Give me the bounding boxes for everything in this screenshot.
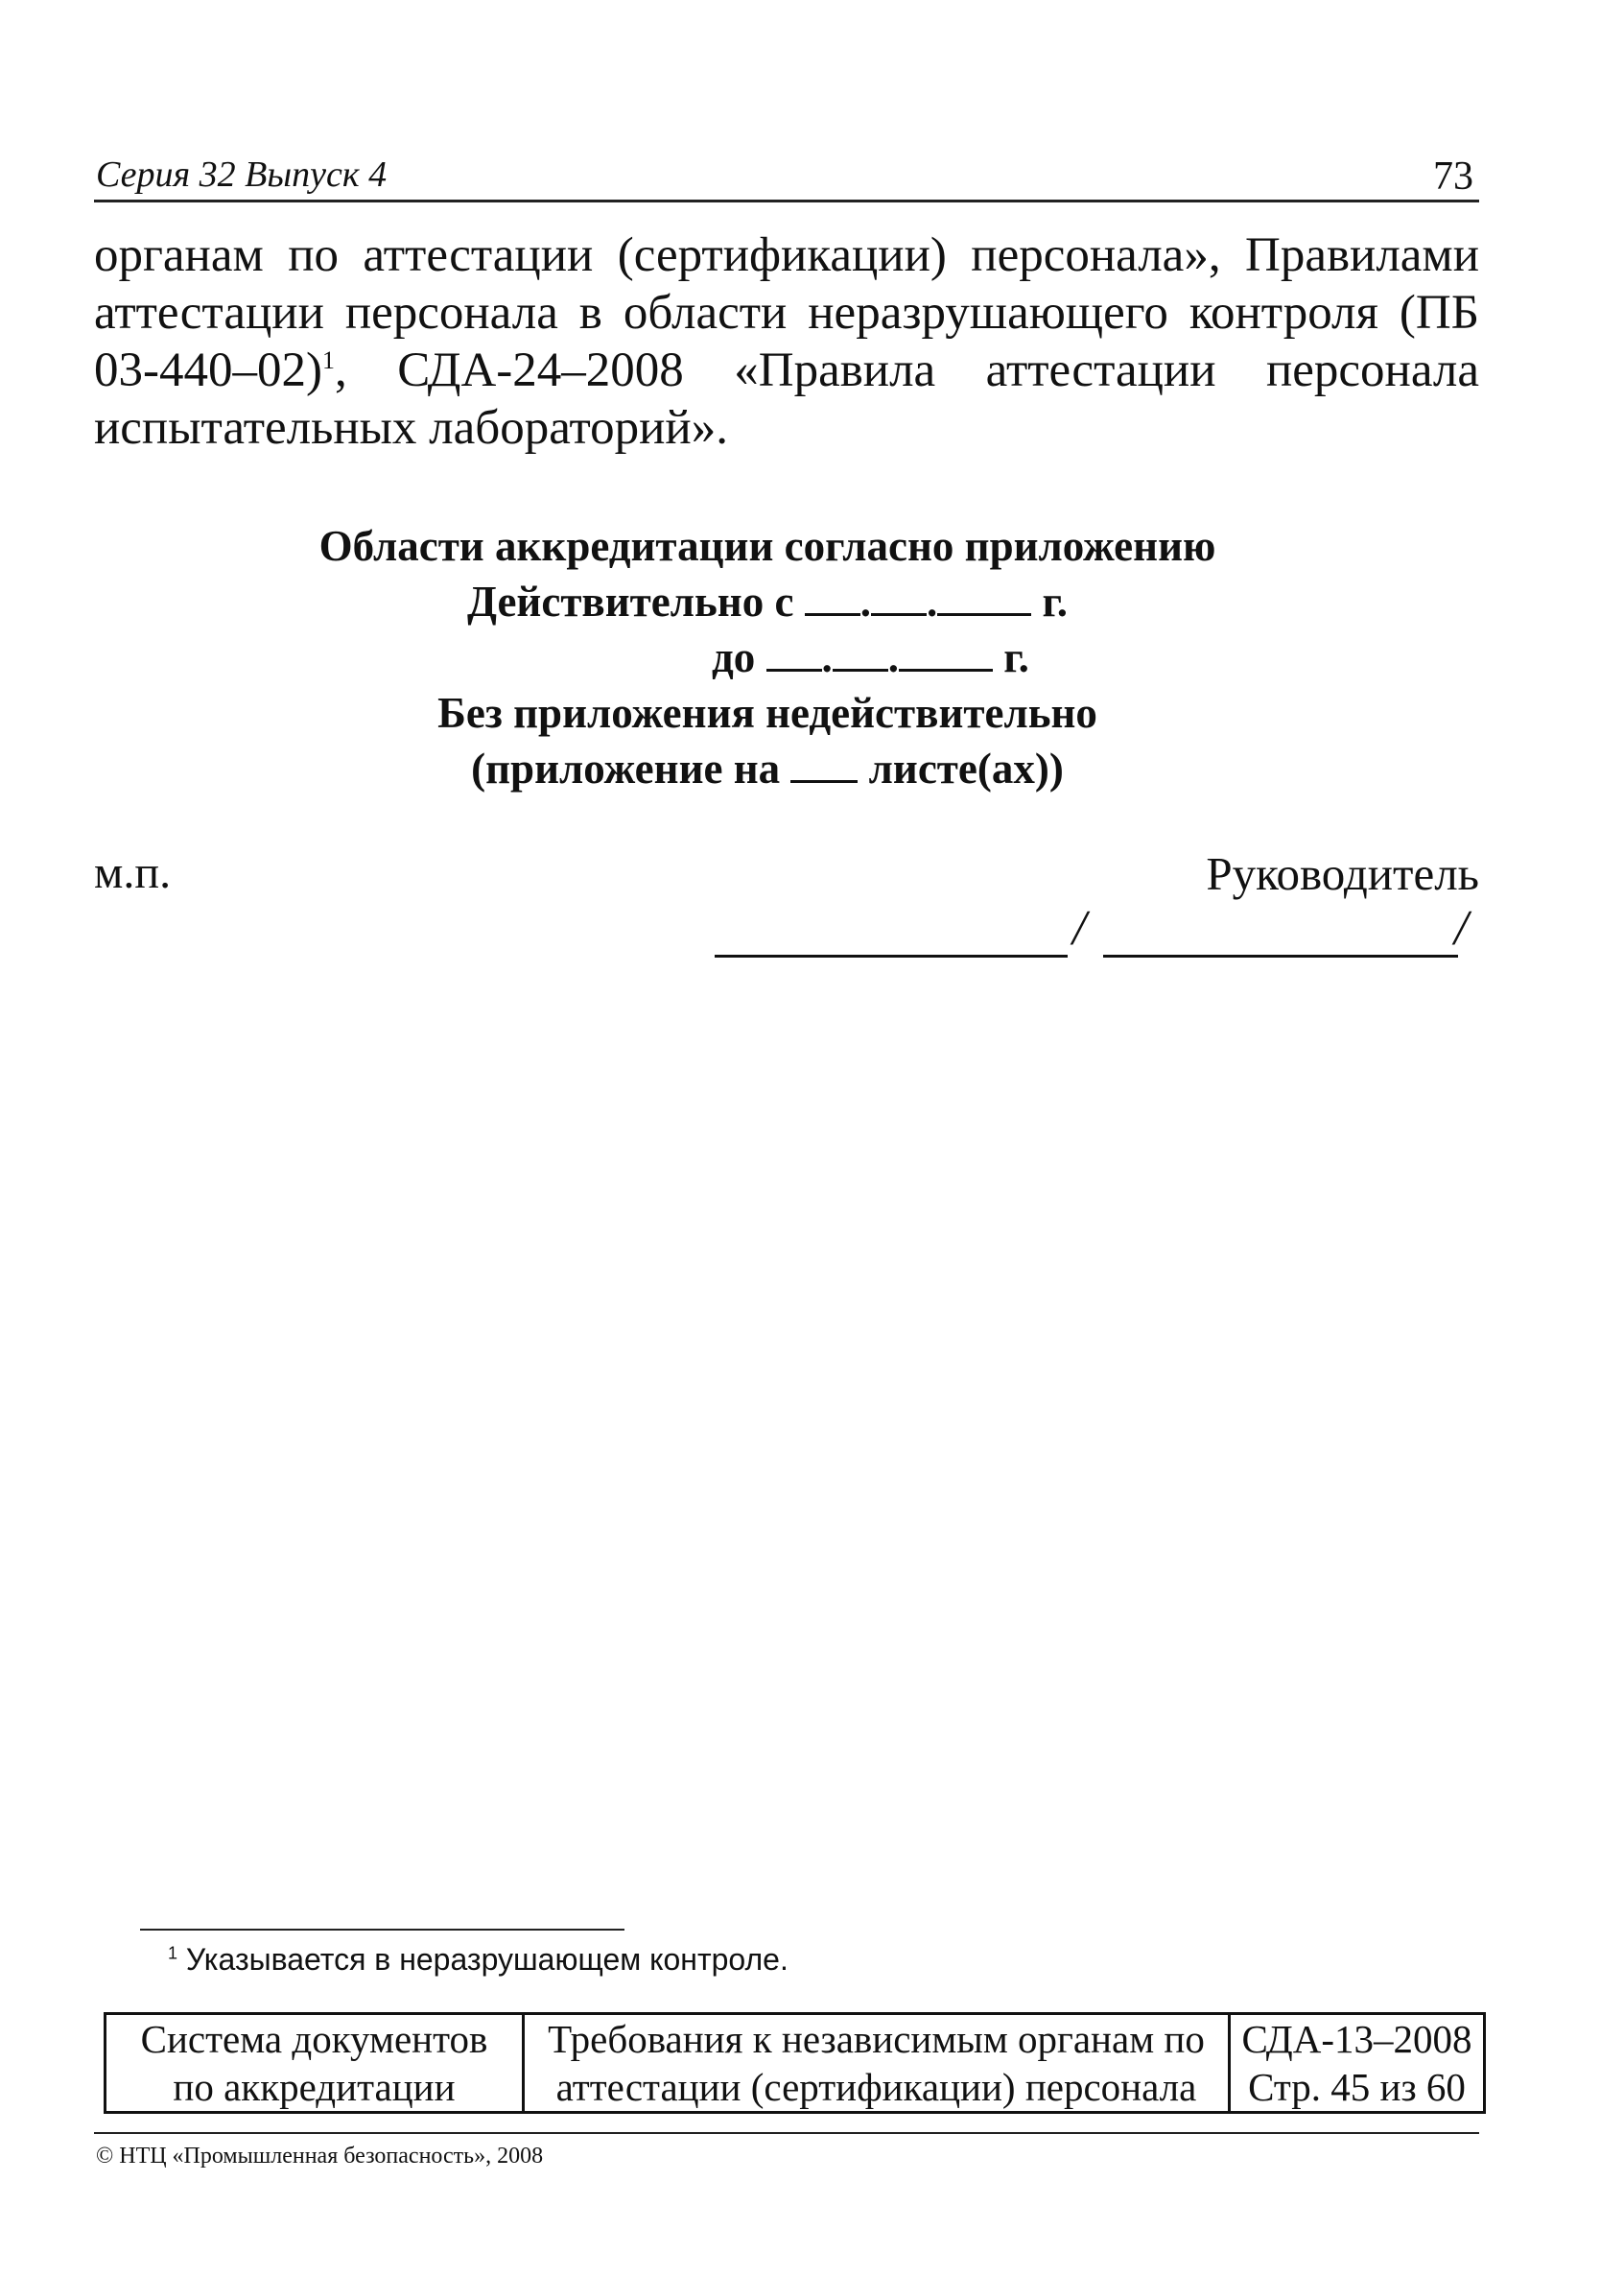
doc-title-line-2: аттестации (сертификации) персонала [555,2065,1197,2109]
signature-slash: / [1072,901,1087,956]
document-info-table [104,2012,1486,2114]
body-text-part-2: , СДА-24–2008 «Правила аттестации персонала испытательных лабораторий». [94,344,1479,455]
year-blank [937,581,1031,616]
year-blank [899,636,993,672]
dot: . [926,578,938,626]
doc-system-line-1: Система документов [140,2017,488,2061]
annex-prefix: (приложение на [471,745,781,793]
page-number: 73 [1433,154,1473,199]
doc-page-count: Стр. 45 из 60 [1248,2065,1466,2109]
month-blank [871,581,927,616]
copyright: © НТЦ «Промышленная безопасность», 2008 [96,2144,544,2169]
signature-slash-end: / [1454,901,1469,956]
bottom-rule [94,2132,1479,2134]
footnote [168,1942,788,1978]
accreditation-area-text: Области аккредитации согласно приложению [318,522,1216,570]
doc-system-cell [106,2014,524,2113]
doc-system-line-2: по аккредитации [173,2065,456,2109]
day-blank [805,581,860,616]
doc-title-cell [524,2014,1230,2113]
accreditation-area-line [192,518,1343,574]
dot: . [887,633,900,681]
month-blank [833,636,888,672]
valid-to-line [712,629,1029,685]
doc-code-cell [1230,2014,1485,2113]
page-header [94,144,1479,202]
year-suffix: г. [1003,633,1029,681]
no-annex-text: Без приложения недействительно [437,689,1097,737]
head-role-label: Руководитель [1206,847,1479,900]
annex-pages-line [192,741,1343,796]
dot: . [859,578,871,626]
stamp-place-label: м.п. [94,847,172,898]
valid-from-label: Действительно с [466,578,794,626]
valid-from-line [192,574,1343,629]
doc-code: СДА-13–2008 [1241,2017,1472,2061]
no-annex-line [192,685,1343,741]
name-line [1103,955,1458,958]
signature-line [715,955,1068,958]
footnote-ref: 1 [321,346,335,374]
pages-blank [790,747,858,783]
day-blank [766,636,822,672]
footnote-marker: 1 [168,1943,178,1963]
dot: . [821,633,833,681]
series-title: Серия 32 Выпуск 4 [96,154,388,195]
body-text-part-1: органам по аттестации (сертификации) персонала», Правилами аттестации персонала в области неразрушающего контроля (ПБ 03-440–02) [94,228,1479,397]
doc-title-line-1: Требования к независимым органам по [548,2017,1205,2061]
body-paragraph [94,226,1479,457]
footnote-text: Указывается в неразрушающем контроле. [185,1942,788,1977]
footnote-rule [140,1929,624,1931]
valid-to-label: до [712,633,756,681]
annex-suffix: листе(ах)) [868,745,1064,793]
year-suffix: г. [1042,578,1069,626]
